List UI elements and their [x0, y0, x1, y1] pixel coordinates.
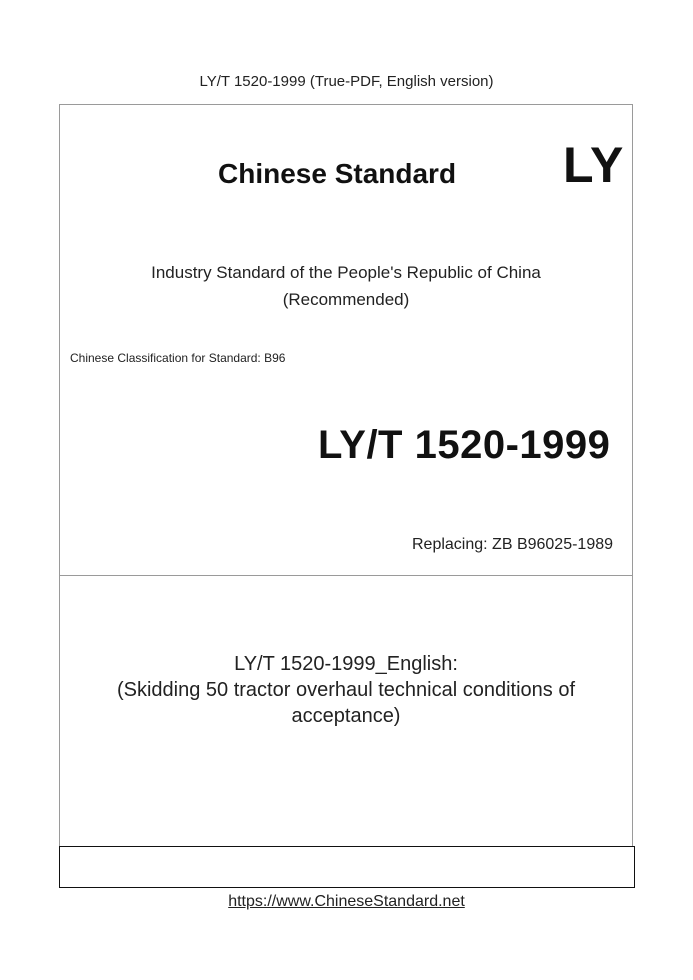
- english-title-block: [60, 651, 632, 729]
- document-header: LY/T 1520-1999 (True-PDF, English version): [199, 73, 494, 90]
- cover-divider: [59, 575, 633, 576]
- english-title-line-2: (Skidding 50 tractor overhaul technical conditions of: [116, 679, 576, 701]
- industry-line-2: (Recommended): [282, 290, 410, 309]
- replacing-text: Replacing: ZB B96025-1989: [412, 536, 614, 553]
- industry-standard-text: [60, 259, 632, 313]
- classification-text: Chinese Classification for Standard: B96: [70, 351, 286, 365]
- cover-frame: [59, 104, 633, 886]
- industry-line-1: Industry Standard of the People's Republic of China: [151, 263, 541, 282]
- ly-mark: LY: [563, 137, 625, 193]
- footer-url: [0, 893, 693, 911]
- cover-footer-box: [59, 846, 635, 888]
- english-title-line-3: acceptance): [291, 705, 401, 727]
- chinese-standard-title: Chinese Standard: [218, 158, 457, 189]
- website-link[interactable]: https://www.ChineseStandard.net: [228, 893, 465, 910]
- english-title-line-1: LY/T 1520-1999_English:: [234, 653, 458, 675]
- standard-code: LY/T 1520-1999: [318, 423, 611, 467]
